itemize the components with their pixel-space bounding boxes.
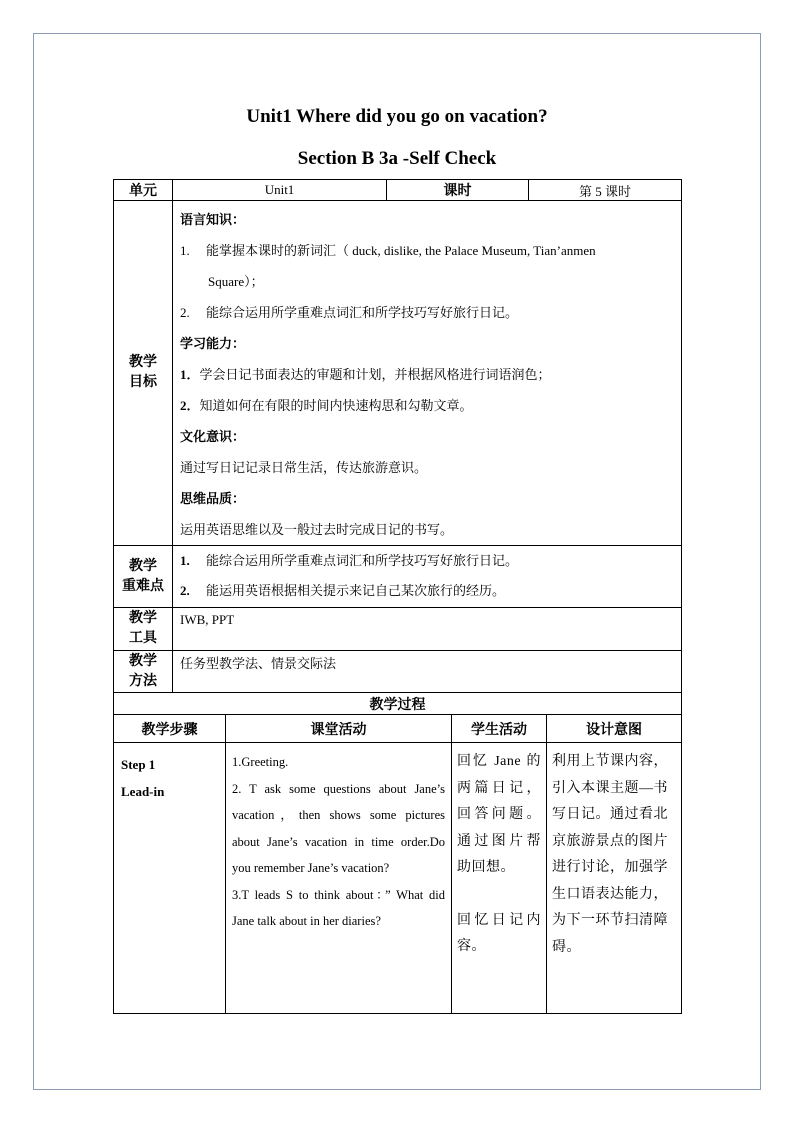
period-label: 课时 [387,180,529,201]
knowledge-item-1-cont: Square）； [208,274,264,289]
step-cell [114,743,226,1014]
key-points-label [114,546,173,608]
ability-title: 学习能力： [180,336,246,351]
tools-text: IWB, PPT [180,612,235,627]
methods-text: 任务型教学法、情景交际法 [180,656,337,671]
lesson-info-table [113,179,682,693]
culture-text: 通过写日记记录日常生活，传达旅游意识。 [180,460,428,475]
document-title: Unit1 Where did you go on vacation? [246,106,548,127]
key-points-content [173,546,682,608]
methods-label-line1: 教学 [129,653,157,669]
document-subtitle: Section B 3a -Self Check [297,148,497,169]
activity-1: 1.Greeting. [232,755,289,769]
methods-value [173,651,682,693]
thinking-text: 运用英语思维以及一般过去时完成日记的书写。 [180,522,454,537]
student-cell [452,743,547,1014]
tools-row [114,608,682,651]
col-header-step: 教学步骤 [114,715,226,743]
goals-label-line2: 目标 [129,375,157,390]
process-title: 教学过程 [114,693,682,715]
methods-label-line2: 方法 [129,673,157,689]
design-cell [547,743,682,1014]
process-title-row [114,693,682,715]
student-activity-1: 回忆 Jane 的两篇日记，回答问题。通过图片帮助回想。 [457,754,541,875]
key-points-label-line2: 重难点 [122,578,164,594]
step-name: Lead-in [121,784,165,799]
unit-row [114,180,682,201]
unit-value: Unit1 [173,180,387,201]
goals-label [114,201,173,546]
knowledge-title: 语言知识： [180,212,246,227]
methods-row [114,651,682,693]
col-header-student: 学生活动 [452,715,547,743]
goals-label-line1: 教学 [129,355,157,370]
culture-title: 文化意识： [180,429,246,444]
tools-label [114,608,173,651]
design-intent: 利用上节课内容，引入本课主题—书写日记。通过看北京旅游景点的图片进行讨论，加强学生口语表达能力，为下一环节扫清障碍。 [552,754,668,955]
tools-label-line2: 工具 [129,631,157,646]
goals-content [173,201,682,546]
goals-row [114,201,682,546]
key-point-2: 2. 能运用英语根据相关提示来记自己某次旅行的经历。 [180,583,506,598]
process-header-row [114,715,682,743]
step-1-row [114,743,682,1014]
period-value: 第 5 课时 [529,180,682,201]
key-points-label-line1: 教学 [129,558,157,574]
ability-item-1: 1．学会日记书面表达的审题和计划，并根据风格进行词语润色； [180,367,551,382]
thinking-title: 思维品质： [180,491,246,506]
knowledge-item-2: 2. 能综合运用所学重难点词汇和所学技巧写好旅行日记。 [180,305,519,320]
tools-label-line1: 教学 [129,611,157,626]
knowledge-item-1: 1. 能掌握本课时的新词汇（ duck, dislike, the Palace Museum, Tian’anmen [180,243,596,258]
key-points-row [114,546,682,608]
key-point-1: 1. 能综合运用所学重难点词汇和所学技巧写好旅行日记。 [180,553,519,568]
col-header-activity: 课堂活动 [226,715,452,743]
col-header-design: 设计意图 [547,715,682,743]
student-activity-2: 回忆日记内容。 [457,912,541,954]
activity-3: 3.T leads S to think about：” What did Jane talk about in her diaries? [232,887,445,928]
tools-value [173,608,682,651]
ability-item-2: 2．知道如何在有限的时间内快速构思和勾勒文章。 [180,398,473,413]
process-table [113,692,682,1014]
unit-label: 单元 [114,180,173,201]
activity-2: 2. T ask some questions about Jane’s vacation，then shows some pictures about Jane’s vacation in time order.Do you remember Jane’s vacation? [232,781,445,875]
step-number: Step 1 [121,757,156,772]
activity-cell [226,743,452,1014]
methods-label [114,651,173,693]
